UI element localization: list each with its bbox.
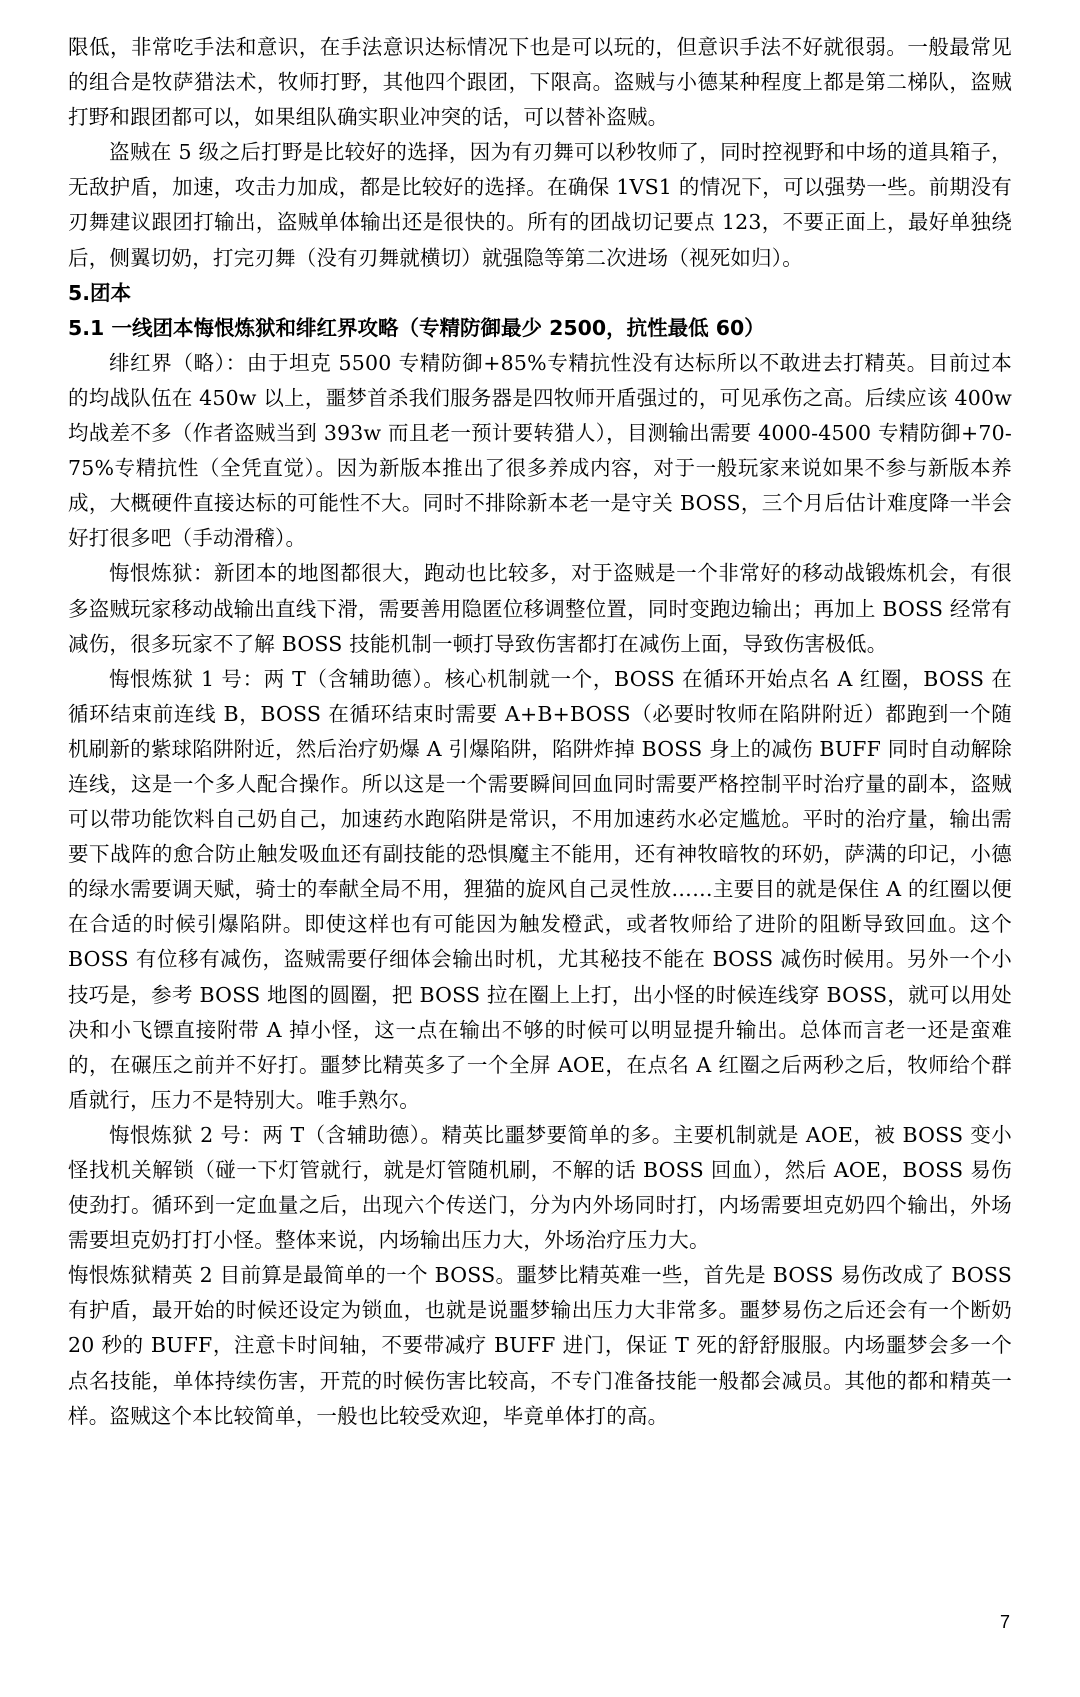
paragraph-continued: 限低，非常吃手法和意识，在手法意识达标情况下也是可以玩的，但意识手法不好就很弱。一般最常见的组合是牧萨猎法术，牧师打野，其他四个跟团，下限高。盗贼与小德某种程度上都是第二梯队，盗贼打野和跟团都可以，如果组队确实职业冲突的话，可以替补盗贼。 — [68, 35, 1012, 130]
page-number: 7 — [999, 1612, 1010, 1632]
subsection-heading: 5.1 一线团本悔恨炼狱和绯红界攻略（专精防御最少 2500，抗性最低 60） — [68, 315, 765, 340]
paragraph-regret-purgatory-intro: 悔恨炼狱：新团本的地图都很大，跑动也比较多，对于盗贼是一个非常好的移动战锻炼机会，有很多盗贼玩家移动战输出直线下滑，需要善用隐匿位移调整位置，同时变跑边输出；再加上 BOSS 经常有减伤，很多玩家不了解 BOSS 技能机制一顿打导致伤害都打在减伤上面，导致伤害极低。 — [68, 561, 1012, 656]
page-content — [68, 30, 1012, 1434]
paragraph-boss-2-continued: 悔恨炼狱精英 2 目前算是最简单的一个 BOSS。噩梦比精英难一些，首先是 BOSS 易伤改成了 BOSS 有护盾，最开始的时候还设定为锁血，也就是说噩梦输出压力大非常多。噩梦易伤之后还会有一个断奶 20 秒的 BUFF，注意卡时间轴，不要带减疗 BUFF 进门，保证 T 死的舒舒服服。内场噩梦会多一个点名技能，单体持续伤害，开荒的时候伤害比较高，不专门准备技能一般都会减员。其他的都和精英一样。盗贼这个本比较简单，一般也比较受欢迎，毕竟单体打的高。 — [68, 1263, 1012, 1428]
section-heading: 5.团本 — [68, 280, 132, 305]
paragraph-boss-1: 悔恨炼狱 1 号：两 T（含辅助德）。核心机制就一个，BOSS 在循环开始点名 A 红圈，BOSS 在循环结束前连线 B，BOSS 在循环结束时需要 A+B+BOSS（必要时牧师在陷阱附近）都跑到一个随机刷新的紫球陷阱附近，然后治疗奶爆 A 引爆陷阱，陷阱炸掉 BOSS 身上的减伤 BUFF 同时自动解除连线，这是一个多人配合操作。所以这是一个需要瞬间回血同时需要严格控制平时治疗量的副本，盗贼可以带功能饮料自己奶自己，加速药水跑陷阱是常识，不用加速药水必定尴尬。平时的治疗量，输出需要下战阵的愈合防止触发吸血还有副技能的恐惧魔主不能用，还有神牧暗牧的环奶，萨满的印记，小德的绿水需要调天赋，骑士的奉献全局不用，狸猫的旋风自己灵性放……主要目的就是保住 A 的红圈以便在合适的时候引爆陷阱。即使这样也有可能因为触发橙武，或者牧师给了进阶的阻断导致回血。这个 BOSS 有位移有减伤，盗贼需要仔细体会输出时机，尤其秘技不能在 BOSS 减伤时候用。另外一个小技巧是，参考 BOSS 地图的圆圈，把 BOSS 拉在圈上上打，出小怪的时候连线穿 BOSS，就可以用处决和小飞镖直接附带 A 掉小怪，这一点在输出不够的时候可以明显提升输出。总体而言老一还是蛮难的，在碾压之前并不好打。噩梦比精英多了一个全屏 AOE，在点名 A 红圈之后两秒之后，牧师给个群盾就行，压力不是特别大。唯手熟尔。 — [68, 666, 1012, 1112]
paragraph-rogue-jungle: 盗贼在 5 级之后打野是比较好的选择，因为有刃舞可以秒牧师了，同时控视野和中场的道具箱子，无敌护盾，加速，攻击力加成，都是比较好的选择。在确保 1VS1 的情况下，可以强势一些。前期没有刃舞建议跟团打输出，盗贼单体输出还是很快的。所有的团战切记要点 123，不要正面上，最好单独绕后，侧翼切奶，打完刃舞（没有刃舞就横切）就强隐等第二次进场（视死如归）。 — [68, 140, 1012, 270]
paragraph-crimson-realm: 绯红界（略）：由于坦克 5500 专精防御+85%专精抗性没有达标所以不敢进去打精英。目前过本的均战队伍在 450w 以上，噩梦首杀我们服务器是四牧师开盾强过的，可见承伤之高。后续应该 400w 均战差不多（作者盗贼当到 393w 而且老一预计要转猎人），目测输出需要 4000-4500 专精防御+70-75%专精抗性（全凭直觉）。因为新版本推出了很多养成内容，对于一般玩家来说如果不参与新版本养成，大概硬件直接达标的可能性不大。同时不排除新本老一是守关 BOSS，三个月后估计难度降一半会好打很多吧（手动滑稽）。 — [68, 350, 1012, 551]
paragraph-boss-2: 悔恨炼狱 2 号：两 T（含辅助德）。精英比噩梦要简单的多。主要机制就是 AOE，被 BOSS 变小怪找机关解锁（碰一下灯管就行，就是灯管随机刷，不解的话 BOSS 回血），然后 AOE，BOSS 易伤使劲打。循环到一定血量之后，出现六个传送门，分为内外场同时打，内场需要坦克奶四个输出，外场需要坦克奶打打小怪。整体来说，内场输出压力大，外场治疗压力大。 — [68, 1122, 1012, 1253]
